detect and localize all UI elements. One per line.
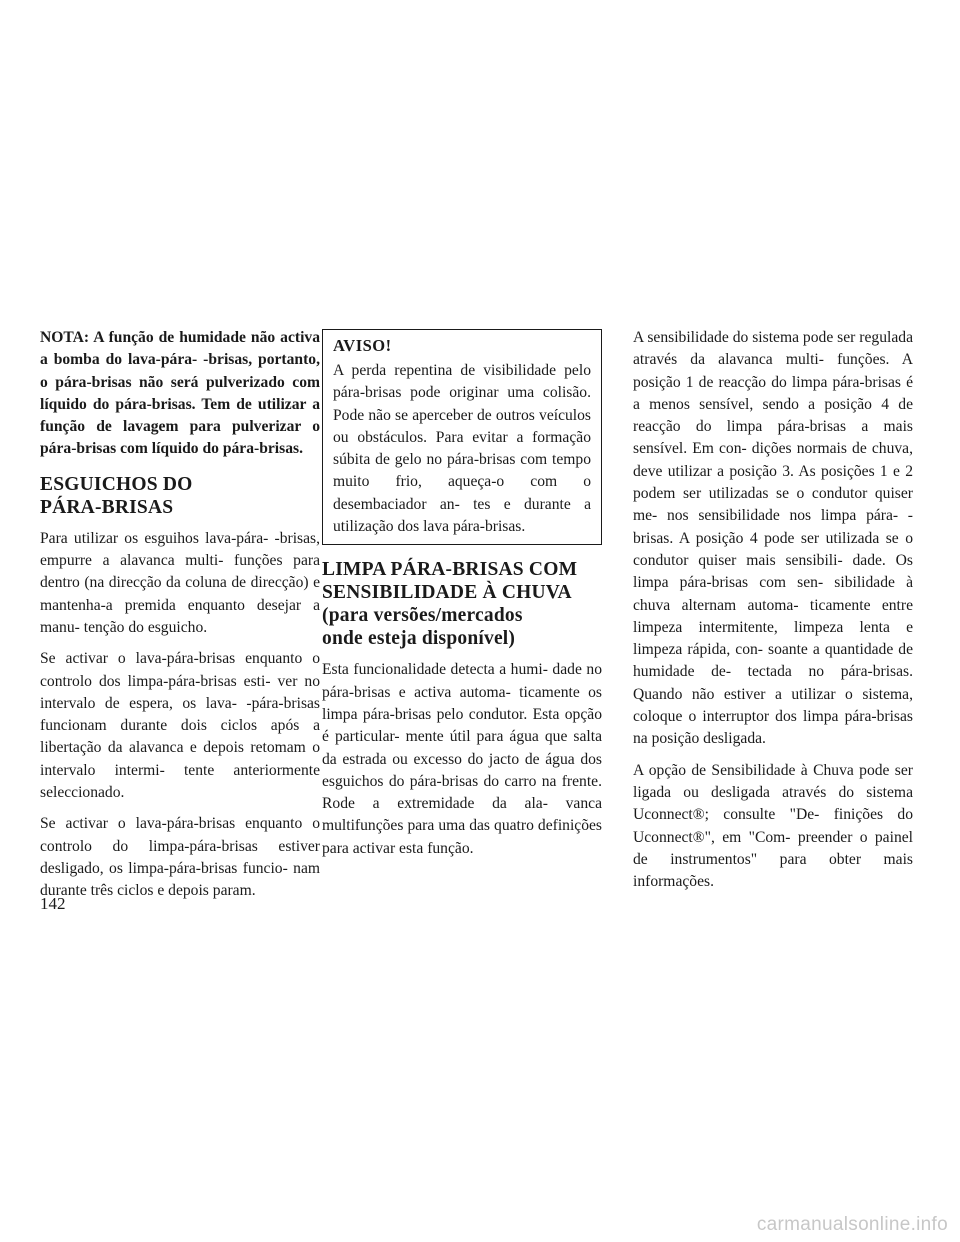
warning-text: A perda repentina de visibilidade pelo pára-brisas pode originar uma colisão. Pode não se aperceber de outros veículos ou obstáculos. Para evitar a formação súbita de gelo no pára-brisas com tempo muito frio, aqueça-o com o desembaciador an- tes e durante a utilização dos lava pára-brisas. <box>333 362 591 536</box>
warning-box <box>322 329 602 545</box>
left-column <box>40 327 320 912</box>
rain-sensing-heading-line2: SENSIBILIDADE À CHUVA <box>322 582 572 604</box>
watermark: carmanualsonline.info <box>756 1214 948 1235</box>
washers-heading <box>40 473 320 519</box>
rain-sensing-heading <box>322 558 602 650</box>
warning-title: AVISO! <box>333 336 392 355</box>
right-column <box>633 327 913 902</box>
rain-sensing-heading-line1: LIMPA PÁRA-BRISAS COM <box>322 559 578 581</box>
rain-sensing-heading-line4: onde esteja disponível) <box>322 628 516 650</box>
washers-paragraph-2: Se activar o lava-pára-brisas enquanto o controlo dos limpa-pára-brisas esti- ver no intervalo de espera, os lava- -pára-brisas funcionam durante dois ciclos após a libertação da alavanca e depois retomam o intervalo intermi- tente anteriormente seleccionado. <box>40 650 320 802</box>
washers-heading-line1: ESGUICHOS DO <box>40 473 193 495</box>
rain-sensing-paragraph: Esta funcionalidade detecta a humi- dade no pára-brisas e activa automa- ticamente os limpa pára-brisas pelo condutor. Esta opção é particular- mente útil para água que salta da estrada ou excesso do jacto de água dos esguichos do pára-brisas do carro na frente. Rode a extremidade da ala- vanca multifunções para uma das quatro definições para activar esta função. <box>322 661 602 857</box>
washers-paragraph-3: Se activar o lava-pára-brisas enquanto o controlo do limpa-pára-brisas estiver desligado, os limpa-pára-brisas funcio- nam durante três ciclos e depois param. <box>40 815 320 900</box>
page-number: 142 <box>40 894 66 913</box>
middle-column <box>322 327 602 869</box>
humidity-note: NOTA: A função de humidade não activa a bomba do lava-pára- -brisas, portanto, o pára-brisas não será pulverizado com líquido do pára-brisas. Tem de utilizar a função de lavagem para pulverizar o pára-brisas com líquido do pára-brisas. <box>40 329 320 458</box>
rain-sensing-heading-line3: (para versões/mercados <box>322 605 523 627</box>
sensitivity-paragraph: A sensibilidade do sistema pode ser regulada através da alavanca multi- funções. A posição 1 de reacção do limpa pára-brisas é a menos sensível, sendo a posição 4 de reacção do limpa pára-brisas a mais sensível. Em con- dições normais de chuva, deve utilizar a posição 3. As posições 1 e 2 podem ser utilizadas se o condutor quiser me- nos sensibilidade nos limpa pára- -brisas. A posição 4 pode ser utilizada se o condutor quiser mais sensibili- dade. Os limpa pára-brisas com sen- sibilidade à chuva alternam automa- ticamente entre limpeza intermitente, limpeza lenta e limpeza rápida, con- soante a quantidade de humidade de- tectada no pára-brisas. Quando não estiver a utilizar o sistema, coloque o interruptor dos limpa pára-brisas na posição desligada. <box>633 329 913 748</box>
uconnect-paragraph: A opção de Sensibilidade à Chuva pode ser ligada ou desligada através do sistema Uconnect®; consulte "De- finições do Uconnect®", em "Com- preender o painel de instrumentos" para obter mais informações. <box>633 761 913 891</box>
washers-heading-line2: PÁRA-BRISAS <box>40 496 174 518</box>
washers-paragraph-1: Para utilizar os esguihos lava-pára- -brisas, empurre a alavanca multi- funções para dentro (na direcção da coluna de direcção) e mantenha-a premida enquanto desejar a manu- tenção do esguicho. <box>40 529 320 636</box>
